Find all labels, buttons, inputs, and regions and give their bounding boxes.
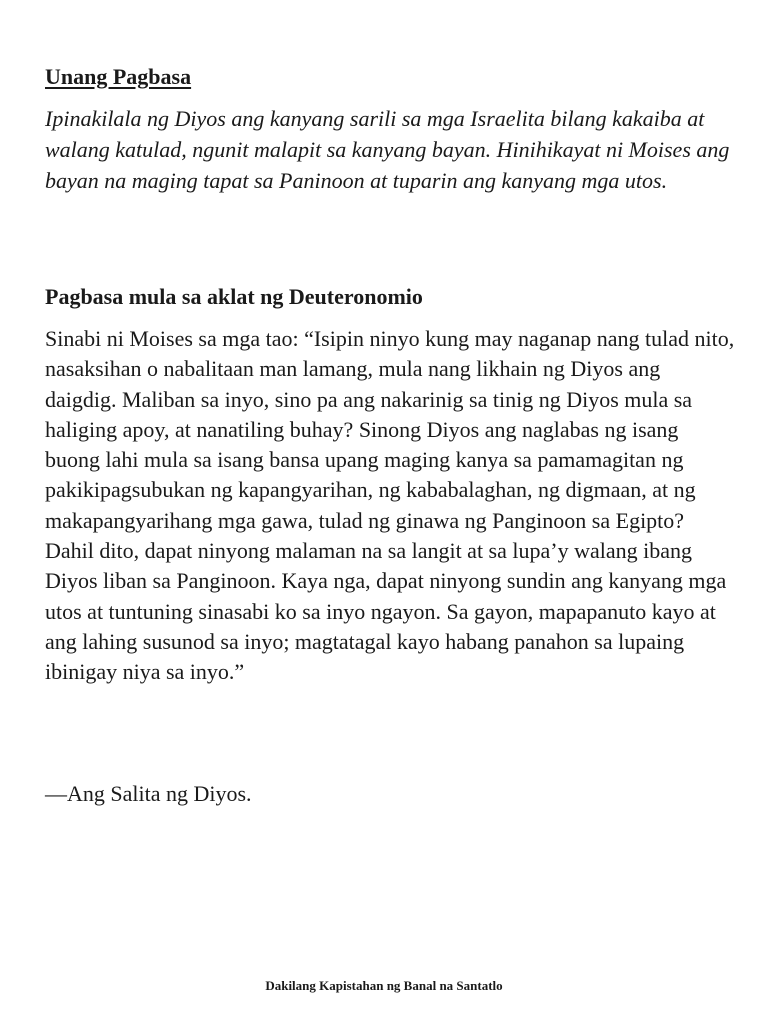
page-footer: Dakilang Kapistahan ng Banal na Santatlo: [265, 978, 503, 993]
reading-title: Pagbasa mula sa aklat ng Deuteronomio: [45, 284, 423, 309]
reading-summary: Ipinakilala ng Diyos ang kanyang sarili sa mga Israelita bilang kakaiba at walang katulad, ngunit malapit sa kanyang bayan. Hinihikayat ni Moises ang bayan na maging tapat sa Paninoon at tuparin ang kanyang mga utos.: [45, 106, 730, 193]
reading-body: Sinabi ni Moises sa mga tao: “Isipin ninyo kung may naganap nang tulad nito, nasaksihan o nabalitaan man lamang, mula nang likhain ng Diyos ang daigdig. Maliban sa inyo, sino pa ang nakarinig sa tinig ng Diyos mula sa haliging apoy, at nanatiling buhay? Sinong Diyos ang naglabas ng isang buong lahi mula sa isang bansa upang maging kanya sa pamamagitan ng pakikipagsubukan ng kapangyarihan, ng kababalaghan, ng digmaan, at ng makapangyarihang mga gawa, tulad ng ginawa ng Panginoon sa Egipto? Dahil dito, dapat ninyong malaman na sa langit at sa lupa’y walang ibang Diyos liban sa Panginoon. Kaya nga, dapat ninyong sundin ang kanyang mga utos at tuntuning sinasabi ko sa inyo ngayon. Sa gayon, mapapanuto kayo at ang lahing susunod sa inyo; magtatagal kayo habang panahon sa lupaing ibinigay niya sa inyo.”: [45, 326, 735, 685]
section-title: Unang Pagbasa: [45, 64, 192, 89]
closing-acclamation: —Ang Salita ng Diyos.: [45, 781, 252, 806]
document-page: [45, 0, 735, 1024]
